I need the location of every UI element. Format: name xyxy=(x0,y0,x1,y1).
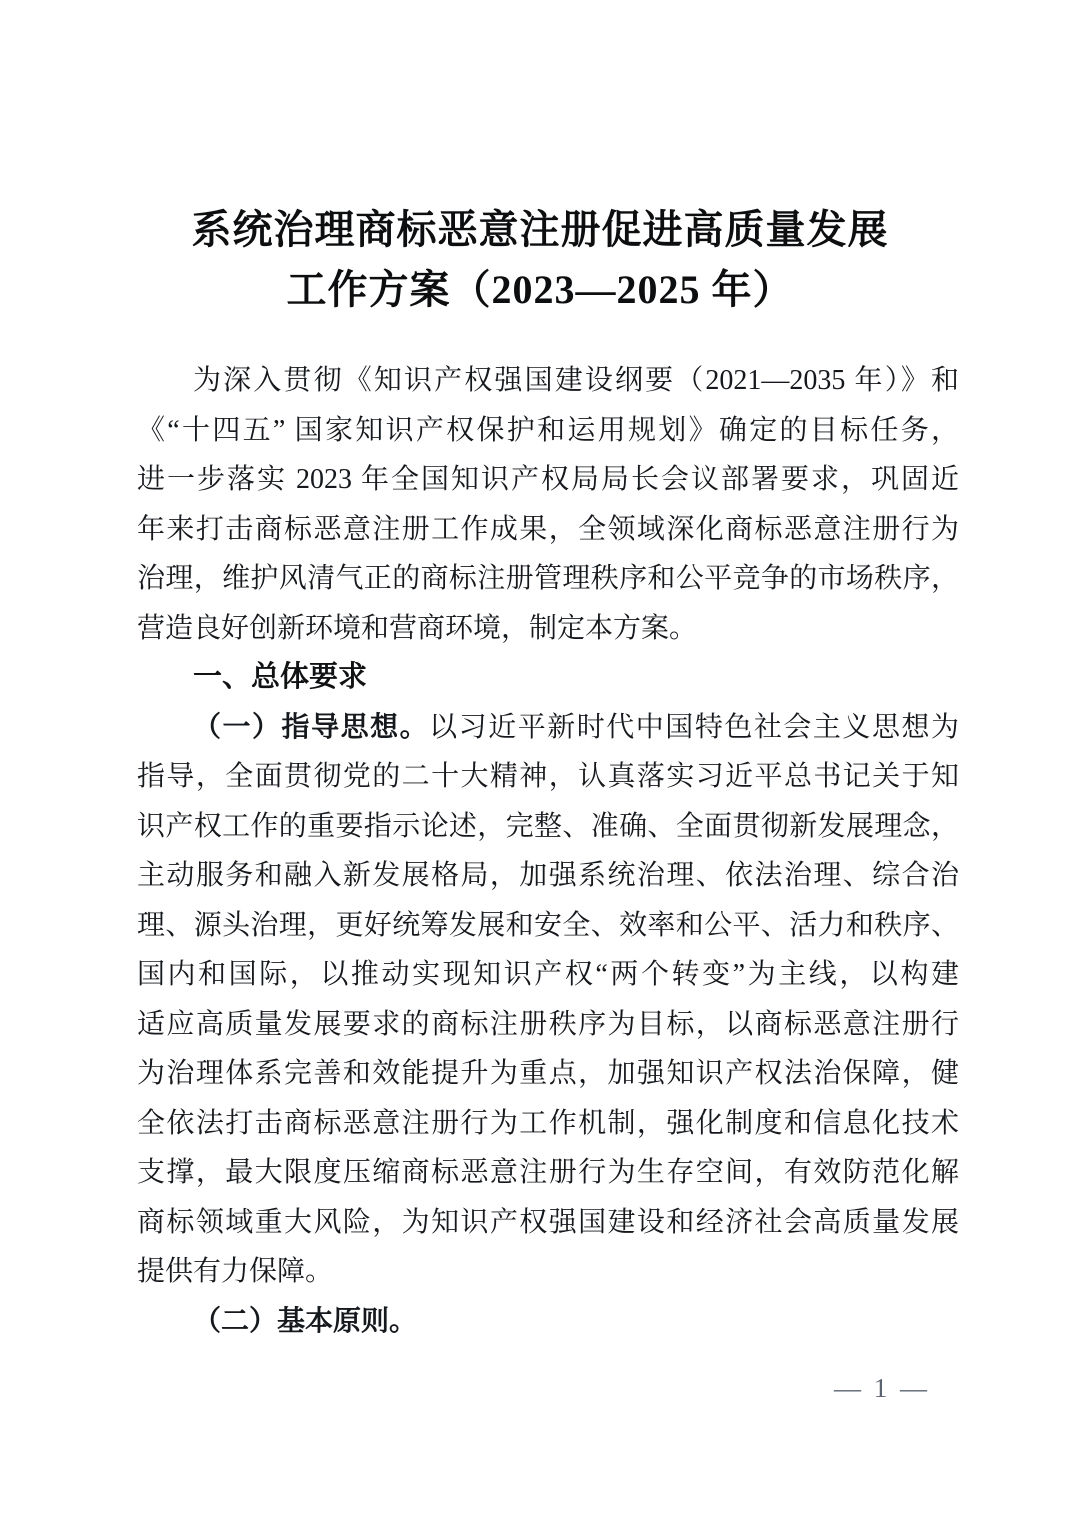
text-line: 为深入贯彻《知识产权强国建设纲要（2021—2035 年）》和 xyxy=(193,365,959,396)
text-line: 商标领域重大风险，为知识产权强国建设和经济社会高质量发展 xyxy=(137,1206,959,1238)
text-line: 主动服务和融入新发展格局，加强系统治理、依法治理、综合治 xyxy=(137,860,959,891)
text-line: 《“十四五” 国家知识产权保护和运用规划》确定的目标任务， xyxy=(137,414,959,446)
section-heading-overall-requirements: 一、总体要求 xyxy=(193,661,368,693)
text-line: 识产权工作的重要指示论述，完整、准确、全面贯彻新发展理念， xyxy=(137,810,959,842)
text-line: 支撑，最大限度压缩商标恶意注册行为生存空间，有效防范化解 xyxy=(137,1157,959,1188)
text-line: 全依法打击商标恶意注册行为工作机制，强化制度和信息化技术 xyxy=(137,1107,959,1139)
text-line: 提供有力保障。 xyxy=(137,1256,334,1287)
guiding-thought-first-line xyxy=(137,703,959,753)
text-line: 为治理体系完善和效能提升为重点，加强知识产权法治保障，健 xyxy=(137,1058,959,1089)
guiding-thought-first-line-rest: 以习近平新时代中国特色社会主义思想为 xyxy=(429,711,959,743)
doc-title-line2: 工作方案（2023—2025 年） xyxy=(286,267,794,312)
guiding-thought-lead: （一）指导思想。 xyxy=(193,711,430,743)
text-line: 适应高质量发展要求的商标注册秩序为目标，以商标恶意注册行 xyxy=(137,1008,959,1040)
text-line: 营造良好创新环境和营商环境，制定本方案。 xyxy=(137,612,698,644)
text-line: 进一步落实 2023 年全国知识产权局局长会议部署要求，巩固近 xyxy=(137,464,959,495)
page-number: — 1 — xyxy=(834,1373,930,1403)
doc-body xyxy=(137,356,959,1346)
doc-title xyxy=(0,0,1080,320)
text-line: 国内和国际，以推动实现知识产权“两个转变”为主线，以构建 xyxy=(137,959,959,990)
text-line: 治理，维护风清气正的商标注册管理秩序和公平竞争的市场秩序， xyxy=(137,563,959,594)
text-line: 年来打击商标恶意注册工作成果，全领域深化商标恶意注册行为 xyxy=(137,513,959,545)
guiding-thought-paragraph xyxy=(137,752,959,1297)
basic-principles-lead: （二）基本原则。 xyxy=(193,1305,418,1337)
text-line: 理、源头治理，更好统筹发展和安全、效率和公平、活力和秩序、 xyxy=(137,909,959,941)
doc-title-line1: 系统治理商标恶意注册促进高质量发展 xyxy=(191,207,889,252)
intro-paragraph xyxy=(137,356,959,653)
text-line: 指导，全面贯彻党的二十大精神，认真落实习近平总书记关于知 xyxy=(137,761,959,792)
